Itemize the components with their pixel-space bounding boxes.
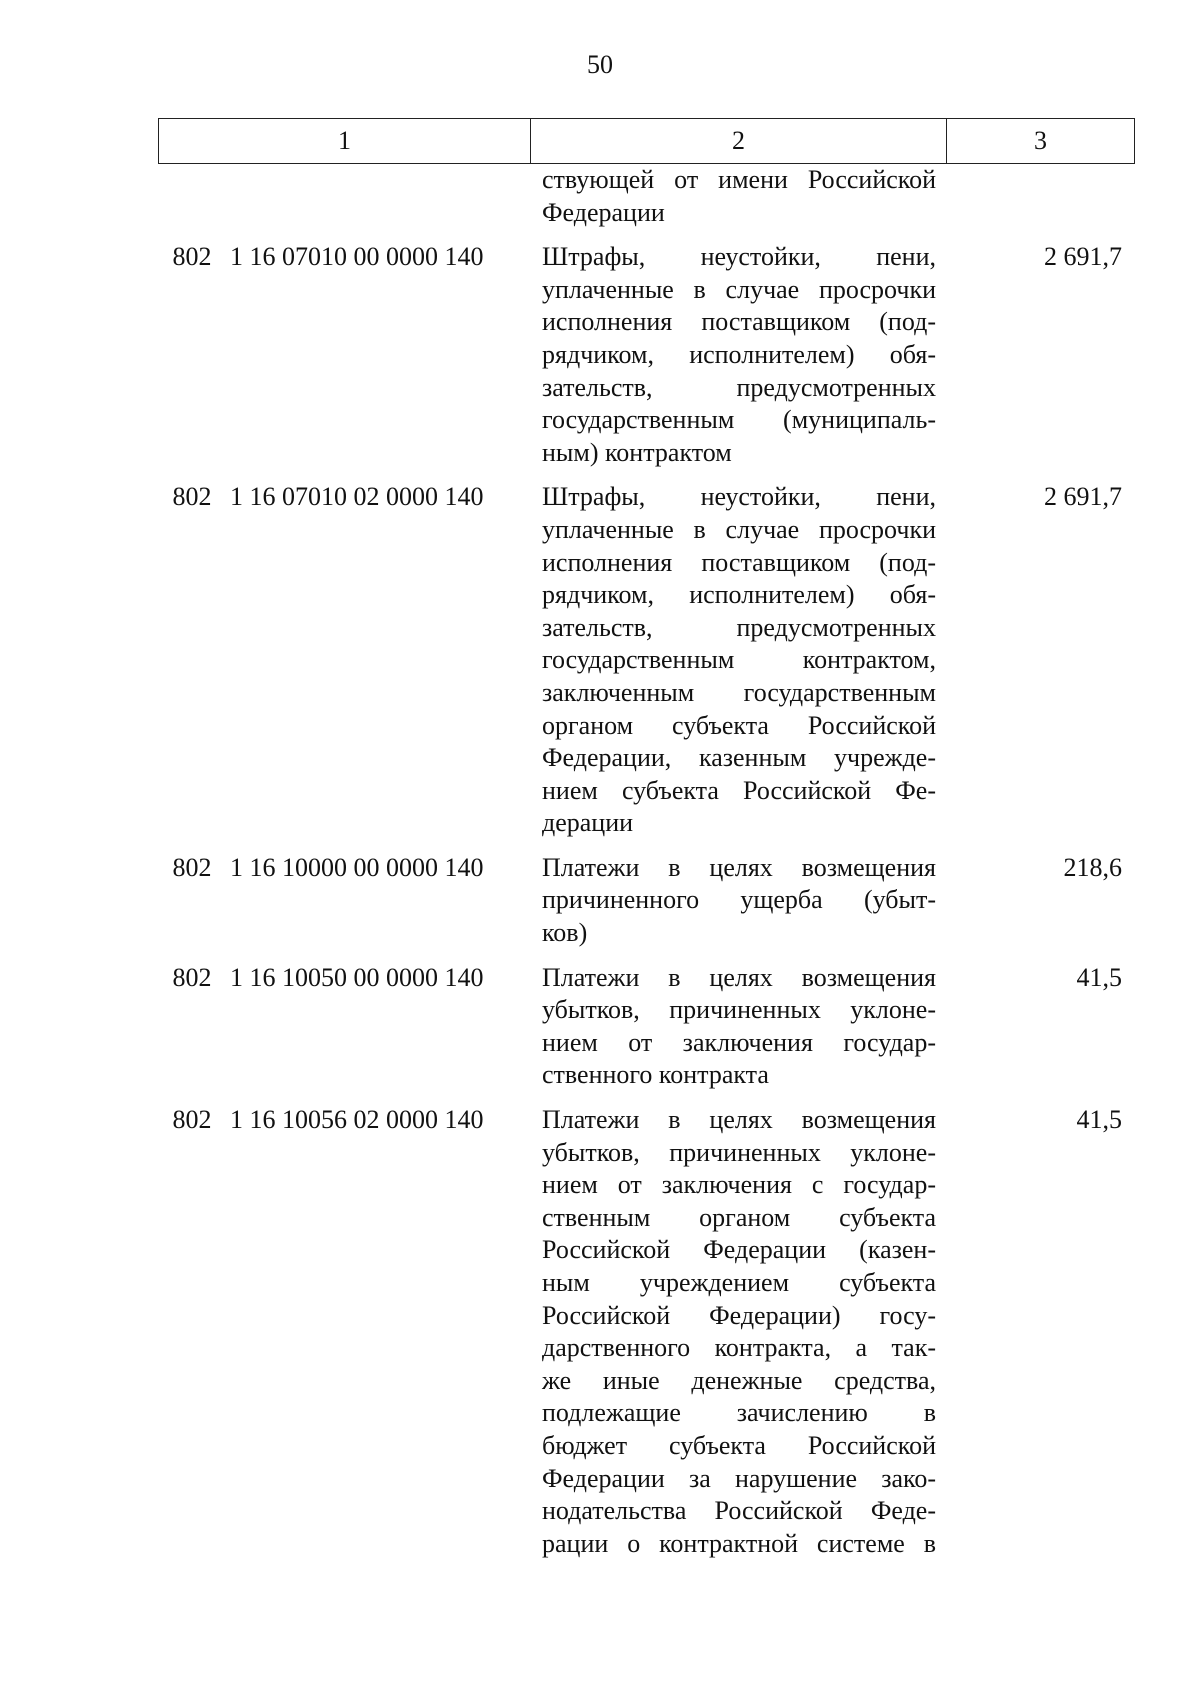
description-line: причиненного ущерба (убыт- (542, 885, 936, 915)
header-col-3: 3 (947, 119, 1135, 164)
description-line: органом субъекта Российской (542, 710, 936, 740)
admin-code: 802 (172, 962, 212, 992)
description-line: Федерации (542, 197, 665, 227)
revenue-description (530, 1104, 946, 1560)
description-line: зательств, предусмотренных (542, 612, 936, 642)
continuation-row (158, 164, 1134, 229)
table-row (158, 481, 1134, 840)
revenue-code: 1 16 07010 02 0000 140 (230, 482, 484, 512)
revenue-code: 1 16 10056 02 0000 140 (230, 1105, 484, 1135)
revenue-code: 1 16 10000 00 0000 140 (230, 852, 484, 882)
description-line: ствующей от имени Российской (542, 165, 936, 194)
table-rows (158, 241, 1134, 1560)
description-line: ственного контракта (542, 1060, 769, 1090)
description-line: ным) контрактом (542, 437, 732, 467)
description-line: уплаченные в случае просрочки (542, 514, 936, 544)
table-header (158, 118, 1135, 164)
description-line: рядчиком, исполнителем) обя- (542, 580, 936, 610)
admin-code: 802 (172, 242, 212, 272)
description-line: Платежи в целях возмещения (542, 962, 936, 992)
description-line: нием от заключения с государ- (542, 1170, 936, 1200)
description-line: нодательства Российской Феде- (542, 1496, 936, 1526)
description-line: Российской Федерации (казен- (542, 1235, 936, 1265)
description-line: государственным контрактом, (542, 645, 936, 675)
admin-code: 802 (172, 482, 212, 512)
amount: 2 691,7 (1044, 482, 1122, 512)
description-line: исполнения поставщиком (под- (542, 307, 936, 337)
admin-code: 802 (172, 1105, 212, 1135)
description-line: дарственного контракта, а так- (542, 1333, 936, 1363)
revenue-description (530, 852, 946, 950)
description-line: государственным (муниципаль- (542, 405, 936, 435)
description-line: Федерации за нарушение зако- (542, 1463, 936, 1493)
amount: 41,5 (1076, 962, 1122, 992)
description-line: нием субъекта Российской Фе- (542, 775, 936, 805)
table-row (158, 1104, 1134, 1560)
description-line: уплаченные в случае просрочки (542, 274, 936, 304)
description-line: рядчиком, исполнителем) обя- (542, 339, 936, 369)
revenue-description (530, 962, 946, 1092)
description-line: заключенным государственным (542, 677, 936, 707)
continuation-description (530, 164, 946, 229)
description-line: исполнения поставщиком (под- (542, 547, 936, 577)
description-line: убытков, причиненных уклоне- (542, 995, 936, 1025)
description-line: Штрафы, неустойки, пени, (542, 242, 936, 272)
description-line: ственным органом субъекта (542, 1202, 936, 1232)
revenue-code: 1 16 10050 00 0000 140 (230, 962, 484, 992)
table-row (158, 241, 1134, 469)
description-line: Федерации, казенным учрежде- (542, 743, 936, 773)
description-line: убытков, причиненных уклоне- (542, 1137, 936, 1167)
revenue-description (530, 481, 946, 840)
description-line: ным учреждением субъекта (542, 1268, 936, 1297)
amount: 41,5 (1076, 1105, 1122, 1135)
description-line: Платежи в целях возмещения (542, 852, 936, 882)
header-col-1: 1 (159, 119, 531, 164)
description-line: зательств, предусмотренных (542, 372, 936, 402)
revenue-description (530, 241, 946, 469)
description-line: ков) (542, 918, 588, 948)
description-line: Штрафы, неустойки, пени, (542, 482, 936, 512)
description-line: дерации (542, 808, 634, 838)
amount: 2 691,7 (1044, 242, 1122, 272)
table-body (158, 164, 1134, 1560)
admin-code: 802 (172, 852, 212, 882)
table-row (158, 852, 1134, 950)
amount: 218,6 (1063, 852, 1122, 882)
description-line: нием от заключения государ- (542, 1027, 936, 1057)
page-number: 50 (587, 50, 613, 79)
description-line: же иные денежные средства, (542, 1365, 936, 1395)
description-line: Платежи в целях возмещения (542, 1105, 936, 1135)
revenue-code: 1 16 07010 00 0000 140 (230, 242, 484, 272)
description-line: Российской Федерации) госу- (542, 1300, 936, 1330)
description-line: рации о контрактной системе в (542, 1528, 936, 1558)
description-line: подлежащие зачислению в (542, 1398, 936, 1428)
description-line: бюджет субъекта Российской (542, 1430, 936, 1460)
table-row (158, 962, 1134, 1092)
header-col-2: 2 (531, 119, 947, 164)
